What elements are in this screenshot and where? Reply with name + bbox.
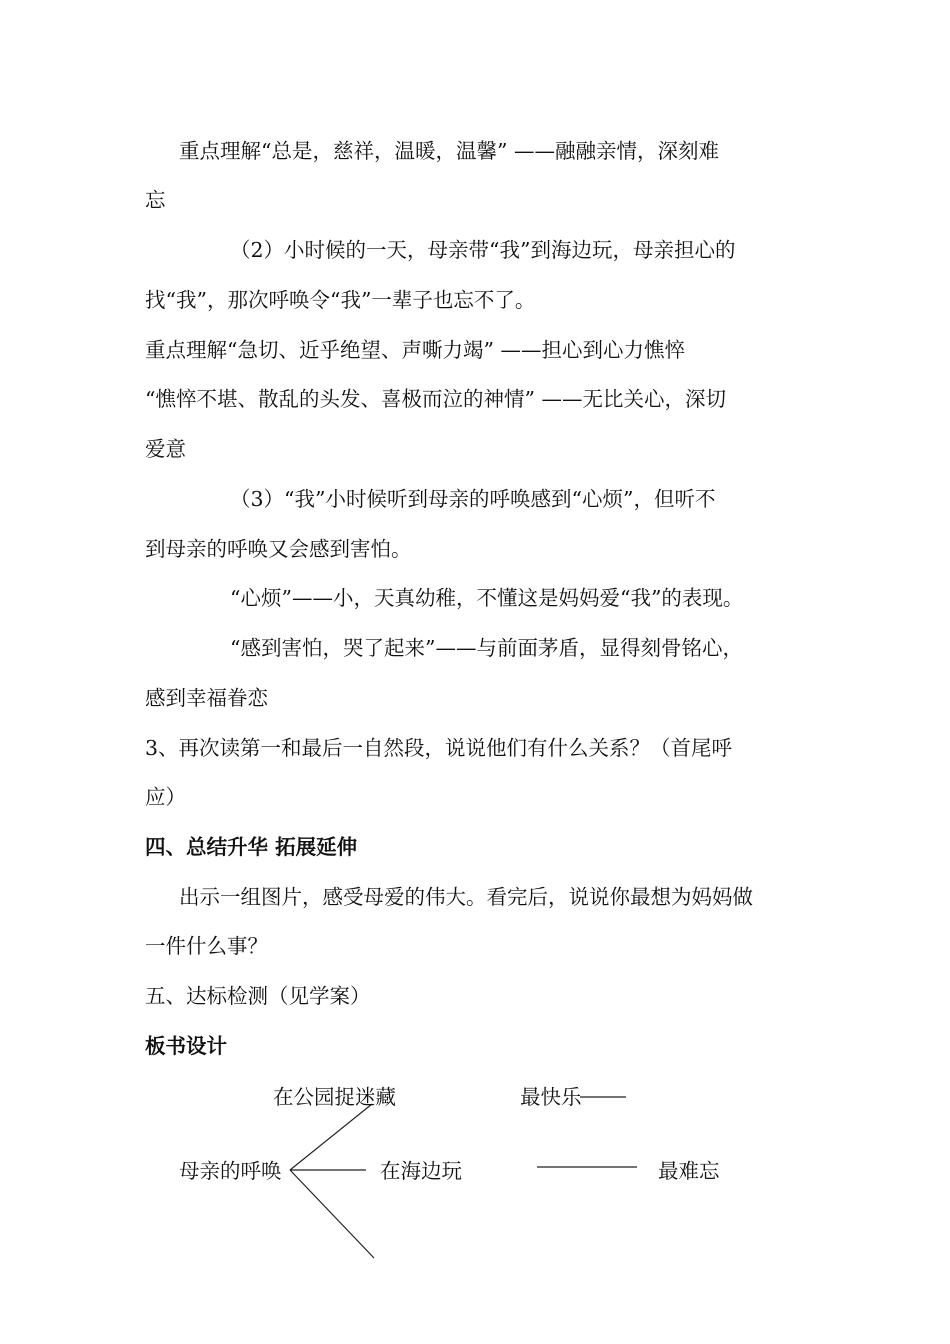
- text-line: 出示一组图片，感受母爱的伟大。看完后，说说你最想为妈妈做: [179, 885, 753, 909]
- text-line: 到母亲的呼唤又会感到害怕。: [145, 537, 412, 561]
- board-branch-seaside: 在海边玩: [380, 1159, 462, 1183]
- text-line: 重点理解“急切、近乎绝望、声嘶力竭” ——担心到心力憔悴: [145, 338, 685, 362]
- text-line: 3、再次读第一和最后一自然段，说说他们有什么关系？（首尾呼: [145, 736, 733, 760]
- text-line: （2）小时候的一天，母亲带“我”到海边玩，母亲担心的: [230, 238, 736, 262]
- text-line: 应）: [145, 785, 186, 809]
- text-line: “憔悴不堪、散乱的头发、喜极而泣的神情” ——无比关心，深切: [145, 387, 726, 411]
- section-heading: 板书设计: [145, 1034, 227, 1058]
- text-line: 感到幸福眷恋: [145, 686, 268, 710]
- connector-line: [290, 1170, 374, 1258]
- text-line: “心烦”——小，天真幼稚，不懂这是妈妈爱“我”的表现。: [230, 586, 744, 610]
- text-line: 重点理解“总是，慈祥，温暖，温馨” ——融融亲情，深刻难: [179, 139, 719, 163]
- text-line: （3）“我”小时候听到母亲的呼唤感到“心烦”，但听不: [230, 487, 716, 511]
- text-line: 一件什么事？: [145, 934, 268, 958]
- text-line: 爱意: [145, 437, 186, 461]
- board-root: 母亲的呼唤: [179, 1159, 282, 1183]
- board-result-unforgettable: 最难忘: [658, 1159, 720, 1183]
- text-line: 五、达标检测（见学案）: [145, 984, 371, 1008]
- board-result-happiest: 最快乐: [520, 1085, 582, 1109]
- text-line: 忘: [145, 188, 166, 212]
- connector-line: [290, 1104, 372, 1170]
- section-heading: 四、总结升华 拓展延伸: [145, 835, 358, 859]
- board-branch-park: 在公园捉迷藏: [273, 1085, 396, 1109]
- text-line: 找“我”，那次呼唤令“我”一辈子也忘不了。: [145, 288, 536, 312]
- text-line: “感到害怕，哭了起来”——与前面茅盾，显得刻骨铭心，: [230, 636, 743, 660]
